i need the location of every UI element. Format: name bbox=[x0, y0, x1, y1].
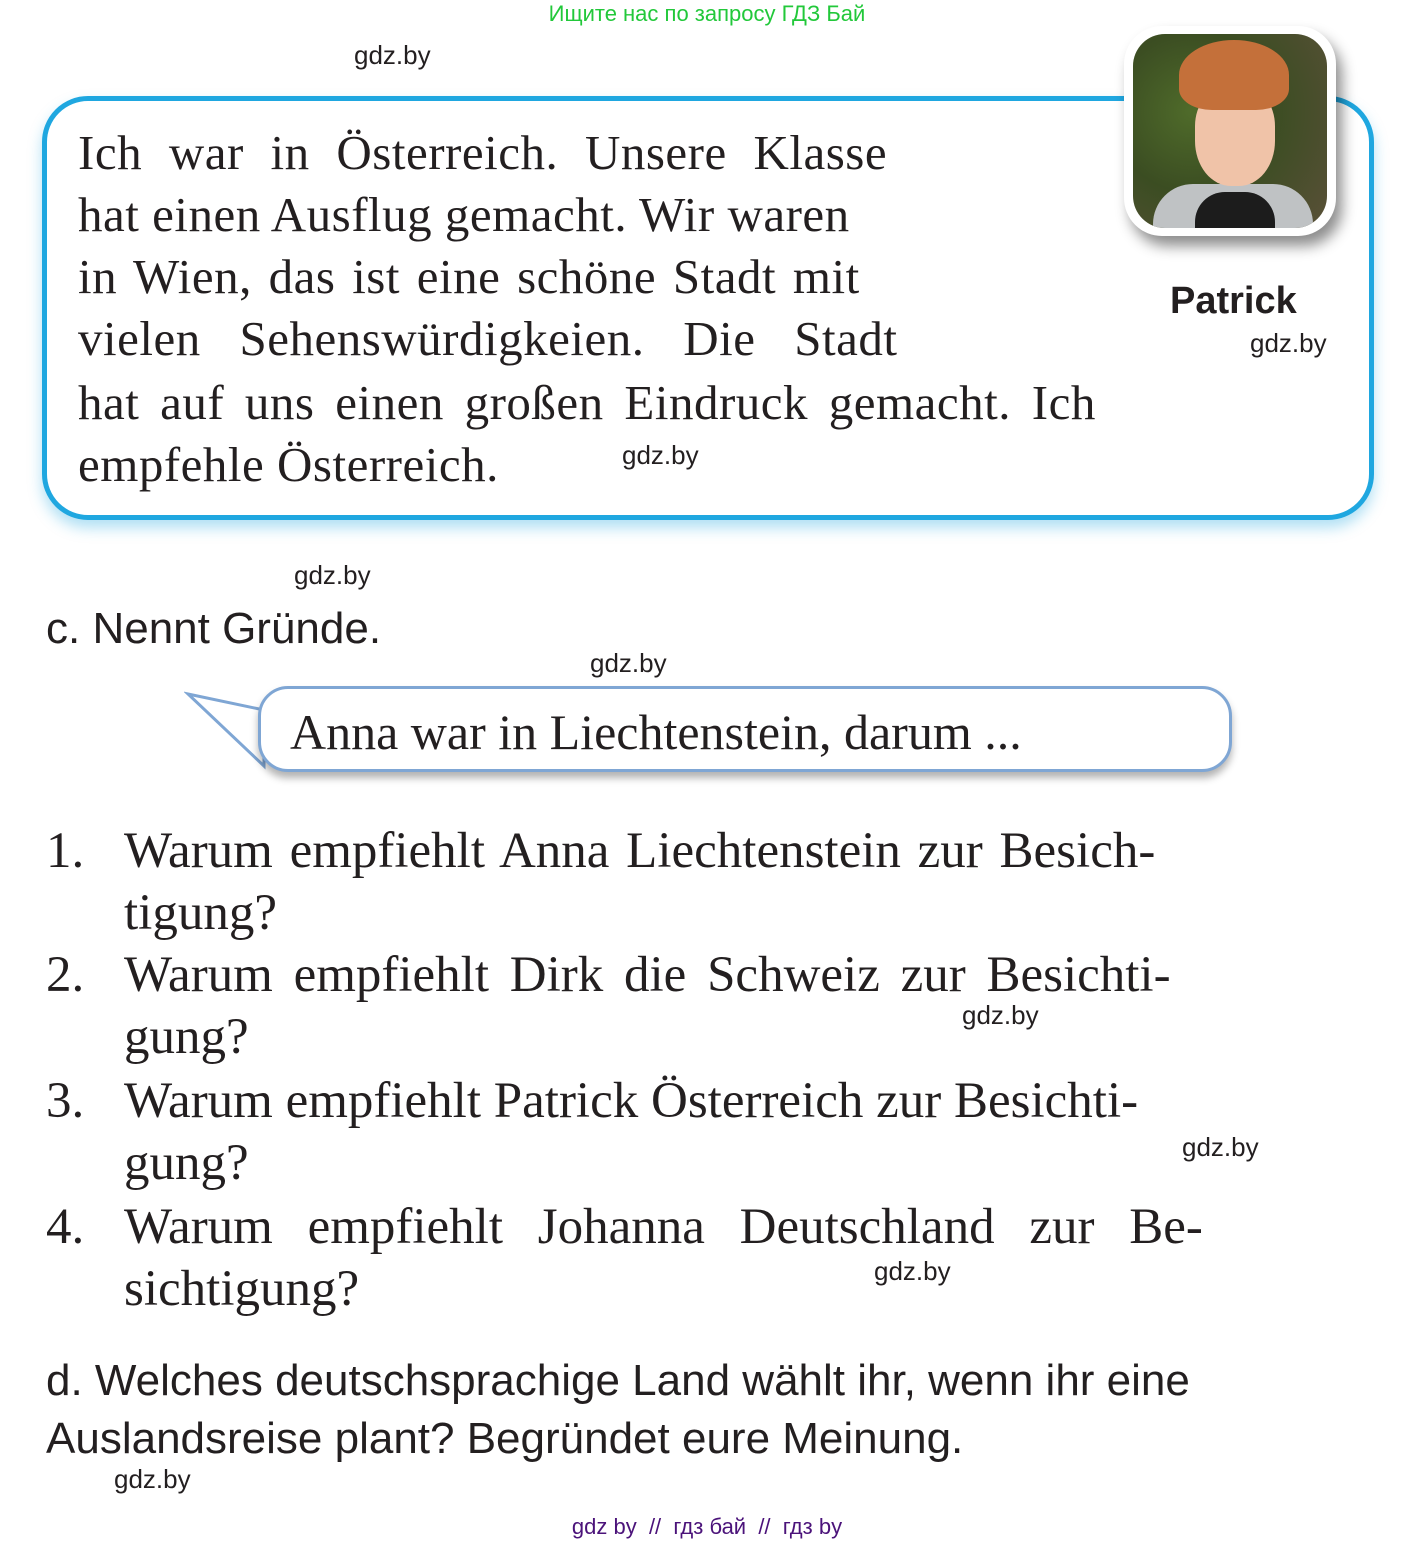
portrait-photo bbox=[1133, 34, 1327, 228]
watermark: gdz.by bbox=[874, 1256, 951, 1286]
question-number: 1. bbox=[46, 823, 85, 879]
watermark: gdz.by bbox=[622, 440, 699, 470]
question-number: 3. bbox=[46, 1073, 85, 1129]
card-line-1: Ich war in Österreich. Unsere Klasse bbox=[78, 125, 888, 180]
card-line-5: hat auf uns einen großen Eindruck gemacht. Ich bbox=[78, 375, 1096, 430]
question-text-cont: sichtigung? bbox=[124, 1261, 360, 1317]
card-line-6: empfehle Österreich. bbox=[78, 437, 499, 492]
question-text: Warum empfiehlt Anna Liechtenstein zur Besich- bbox=[124, 823, 1156, 879]
question-text-cont: gung? bbox=[124, 1135, 249, 1191]
question-text-cont: gung? bbox=[124, 1009, 249, 1065]
person-name: Patrick bbox=[1170, 280, 1297, 322]
watermark: gdz.by bbox=[1250, 328, 1327, 358]
card-line-3: in Wien, das ist eine schöne Stadt mit bbox=[78, 249, 860, 304]
watermark: gdz.by bbox=[294, 560, 371, 590]
footer-links: gdz by // гдз бай // гдз by bbox=[571, 1514, 843, 1539]
question-text: Warum empfiehlt Johanna Deutschland zur Be- bbox=[124, 1199, 1203, 1255]
speech-bubble-text: Anna war in Liechtenstein, darum ... bbox=[290, 704, 1022, 760]
watermark: gdz.by bbox=[1182, 1132, 1259, 1162]
section-c-heading: c. Nennt Gründe. bbox=[46, 604, 382, 653]
watermark: gdz.by bbox=[962, 1000, 1039, 1030]
watermark: gdz.by bbox=[590, 648, 667, 678]
section-d-line-1: d. Welches deutschsprachige Land wählt ihr, wenn ihr eine bbox=[46, 1356, 1190, 1405]
search-banner: Ищите нас по запросу ГДЗ Бай bbox=[548, 1, 866, 26]
card-line-2: hat einen Ausflug gemacht. Wir waren bbox=[78, 187, 850, 242]
question-number: 2. bbox=[46, 947, 85, 1003]
card-line-4: vielen Sehenswürdigkeien. Die Stadt bbox=[78, 311, 898, 366]
section-d-line-2: Auslandsreise plant? Begründet eure Meinung. bbox=[46, 1414, 964, 1463]
watermark: gdz.by bbox=[114, 1464, 191, 1494]
question-text: Warum empfiehlt Patrick Österreich zur Besichti- bbox=[124, 1073, 1139, 1129]
portrait-photo-frame bbox=[1124, 26, 1336, 236]
question-text-cont: tigung? bbox=[124, 885, 277, 941]
question-number: 4. bbox=[46, 1199, 85, 1255]
watermark: gdz.by bbox=[354, 40, 431, 70]
question-text: Warum empfiehlt Dirk die Schweiz zur Besichti- bbox=[124, 947, 1171, 1003]
